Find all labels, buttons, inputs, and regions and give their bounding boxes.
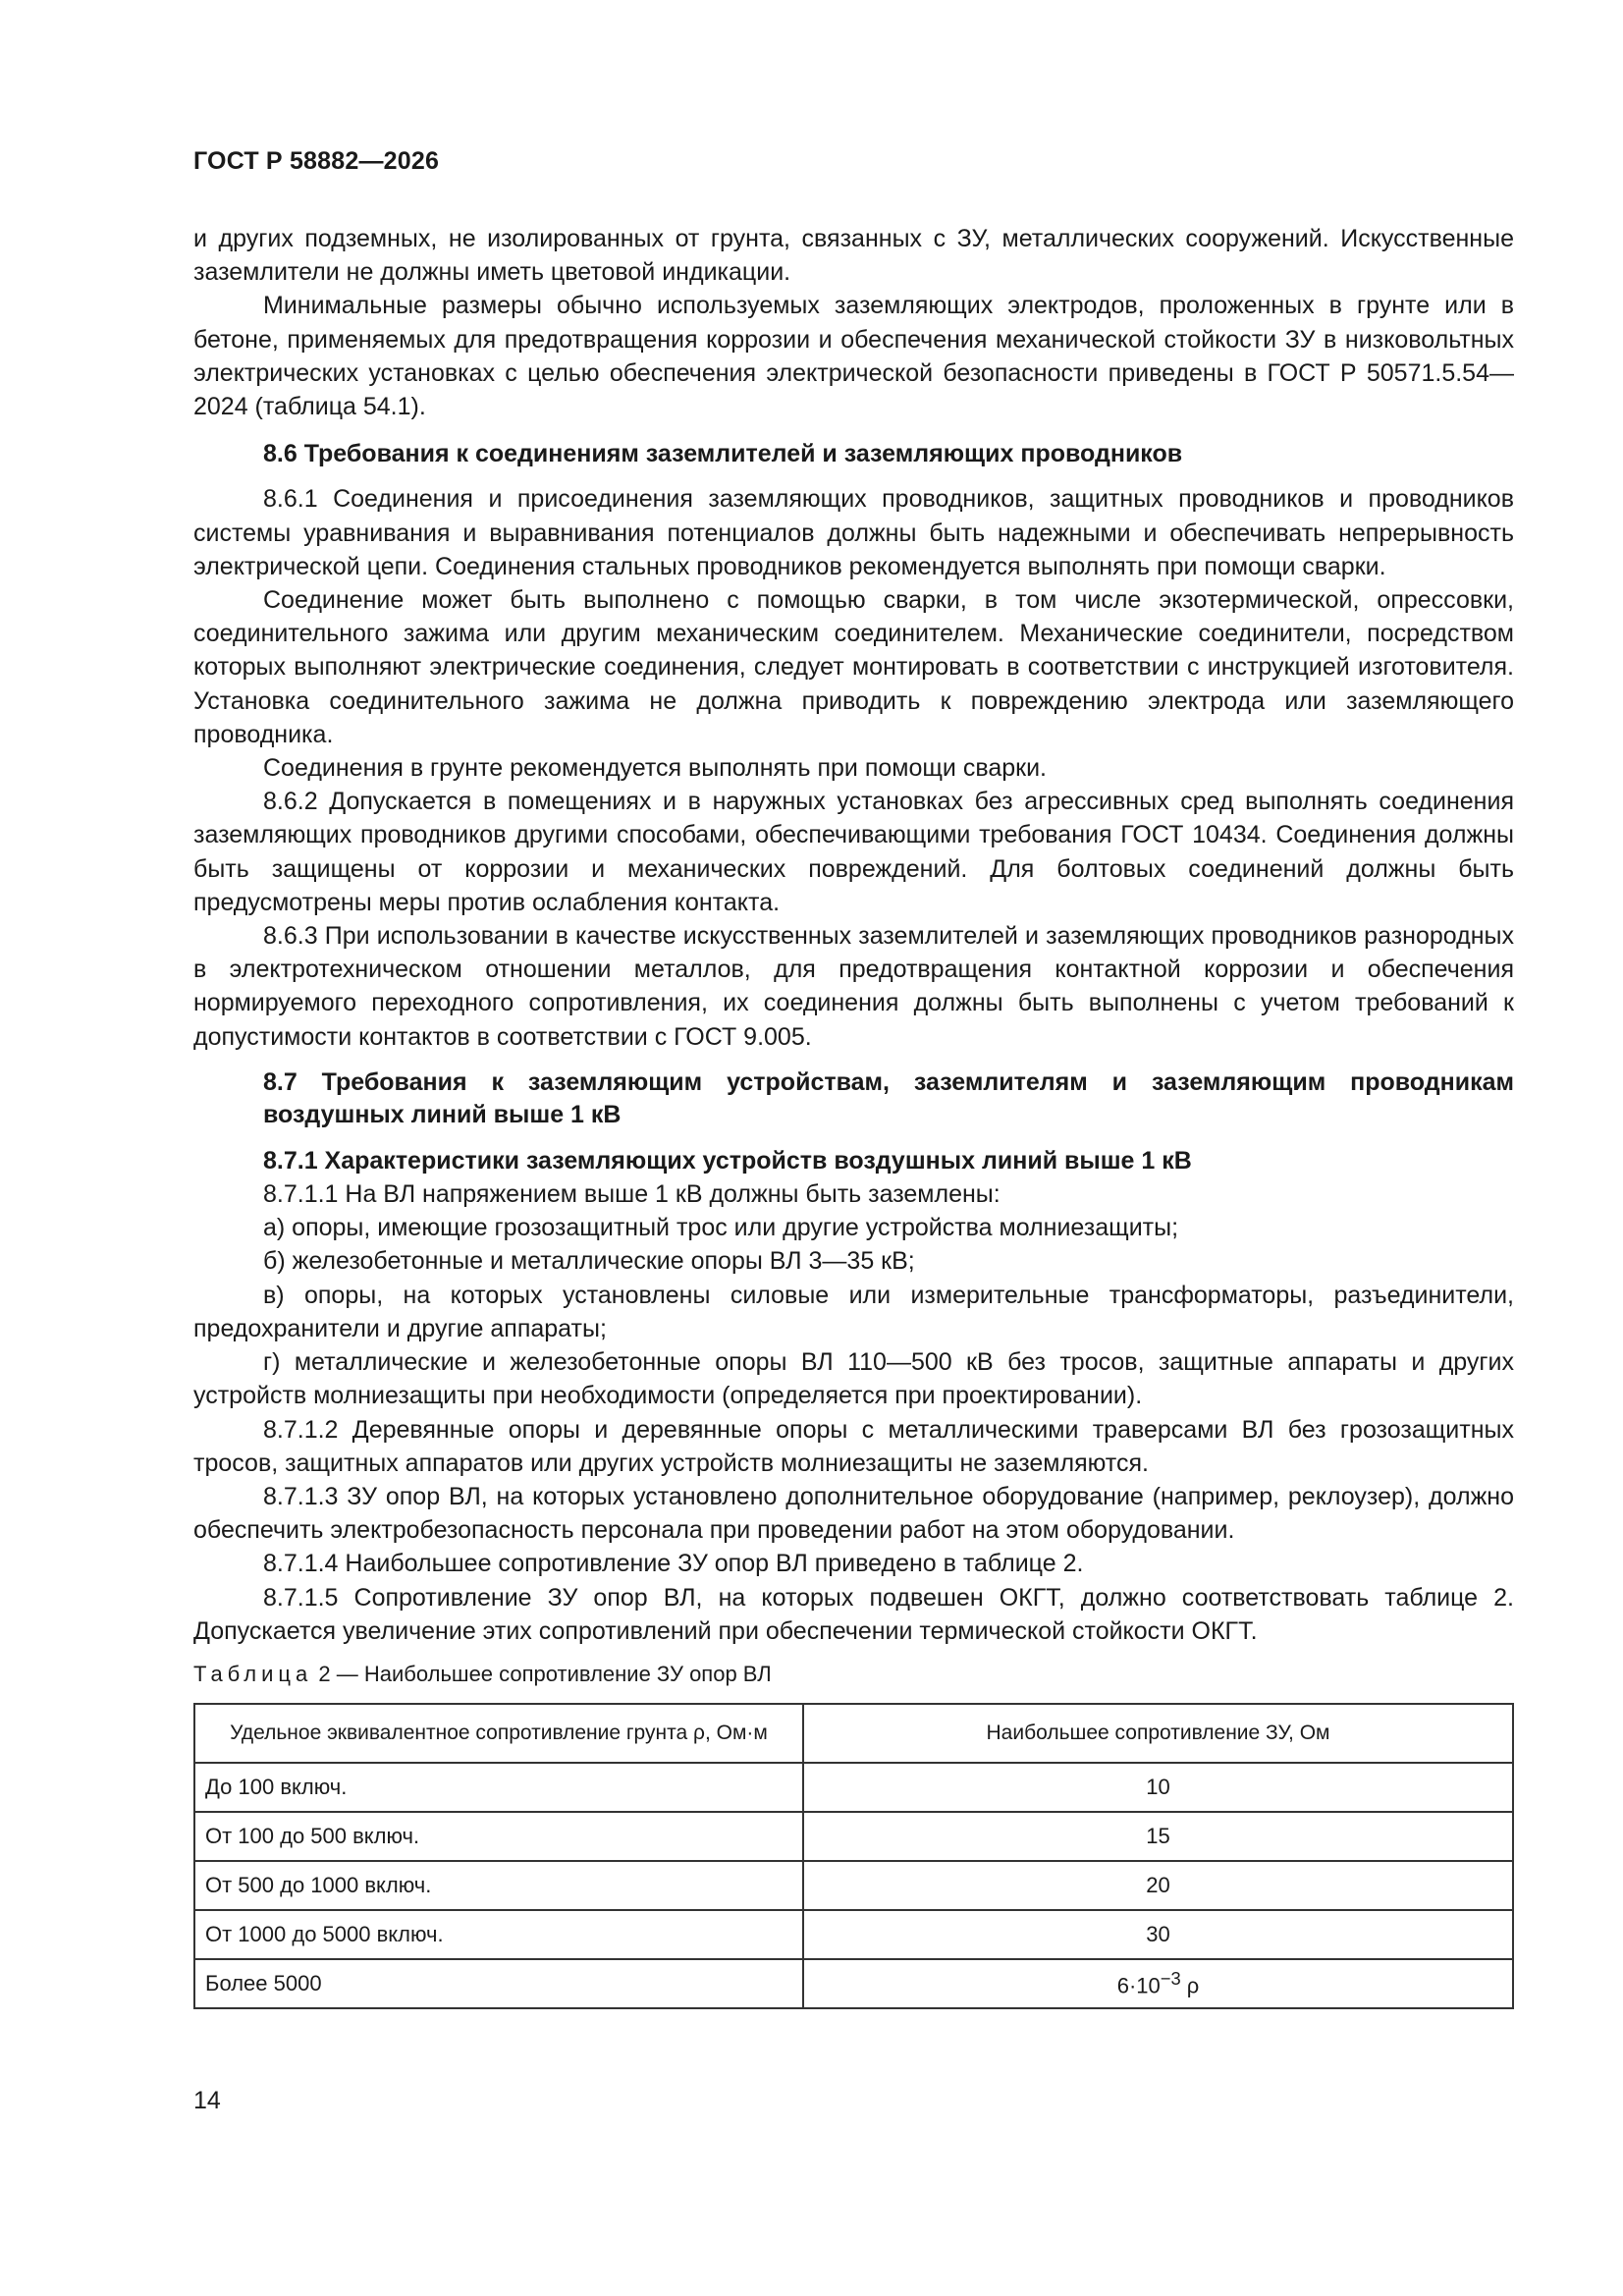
paragraph-8-7-1-5: 8.7.1.5 Сопротивление ЗУ опор ВЛ, на которых подвешен ОКГТ, должно соответствовать таблице 2. Допускается увеличение этих сопротивлений при обеспечении термической стойкости ОКГТ.: [193, 1583, 1514, 1645]
formula-base: 6·10: [1116, 1973, 1161, 1998]
paragraph-8-7-1-1: 8.7.1.1 На ВЛ напряжением выше 1 кВ должны быть заземлены:: [263, 1180, 1001, 1209]
table-row: [194, 1861, 1513, 1910]
table-cell-range: От 100 до 500 включ.: [194, 1812, 803, 1861]
table-cell-value-formula: [803, 1959, 1513, 2008]
table-cell-value: 30: [803, 1910, 1513, 1959]
formula-exponent: −3: [1160, 1968, 1181, 1990]
section-heading-8-7: 8.7 Требования к заземляющим устройствам, заземлителям и заземляющим проводникам воздушных линий выше 1 кВ: [263, 1067, 1514, 1128]
formula-rho: ρ: [1180, 1973, 1200, 1998]
table-cell-range: От 1000 до 5000 включ.: [194, 1910, 803, 1959]
list-item-b: б) железобетонные и металлические опоры ВЛ 3—35 кВ;: [263, 1247, 915, 1276]
table-row: [194, 1959, 1513, 2008]
table-row: [194, 1812, 1513, 1861]
table-cell-range: Более 5000: [194, 1959, 803, 2008]
list-item-v: в) опоры, на которых установлены силовые или измерительные трансформаторы, разъединители, предохранители и другие аппараты;: [193, 1281, 1514, 1342]
document-code-header: ГОСТ Р 58882—2026: [193, 147, 440, 175]
paragraph-8-6-3: 8.6.3 При использовании в качестве искусственных заземлителей и заземляющих проводников разнородных в электротехническом отношении металлов, для предотвращения контактной коррозии и обеспечения нормируемого переходного сопротивления, их соединения должны быть выполнены с учетом требований к допустимости контактов в соответствии с ГОСТ 9.005.: [193, 922, 1514, 1051]
table-caption-label: Таблица: [193, 1661, 313, 1686]
page-number: 14: [193, 2087, 221, 2114]
column-header-soil-resistivity: Удельное эквивалентное сопротивление грунта ρ, Ом·м: [194, 1704, 803, 1763]
table-cell-value: 10: [803, 1763, 1513, 1812]
paragraph-8-7-1-4: 8.7.1.4 Наибольшее сопротивление ЗУ опор ВЛ приведено в таблице 2.: [263, 1550, 1084, 1578]
table-cell-range: От 500 до 1000 включ.: [194, 1861, 803, 1910]
list-item-a: а) опоры, имеющие грозозащитный трос или другие устройства молниезащиты;: [263, 1214, 1179, 1242]
column-header-max-resistance: Наибольшее сопротивление ЗУ, Ом: [803, 1704, 1513, 1763]
table-caption-text: 2 — Наибольшее сопротивление ЗУ опор ВЛ: [318, 1661, 772, 1686]
table-cell-value: 20: [803, 1861, 1513, 1910]
paragraph-min-sizes: Минимальные размеры обычно используемых заземляющих электродов, проложенных в грунте или в бетоне, применяемых для предотвращения коррозии и обеспечения механической стойкости ЗУ в низковольтных электрических установках с целью обеспечения электрической безопасности приведены в ГОСТ Р 50571.5.54—2024 (таблица 54.1).: [193, 292, 1514, 421]
table-row: [194, 1763, 1513, 1812]
table-caption: [193, 1660, 1514, 1689]
paragraph-connection-methods: Соединение может быть выполнено с помощью сварки, в том числе экзотермической, опрессовки, соединительного зажима или другим механическим соединителем. Механические соединители, посредством которых выполняют электрические соединения, следует монтировать в соответствии с инструкцией изготовителя. Установка соединительного зажима не должна приводить к повреждению электрода или заземляющего проводника.: [193, 586, 1514, 748]
page-body: [193, 222, 1514, 2009]
table-header-row: [194, 1704, 1513, 1763]
paragraph-8-6-2: 8.6.2 Допускается в помещениях и в наружных установках без агрессивных сред выполнять соединения заземляющих проводников другими способами, обеспечивающими требования ГОСТ 10434. Соединения должны быть защищены от коррозии и механических повреждений. Для болтовых соединений должны быть предусмотрены меры против ослабления контакта.: [193, 788, 1514, 916]
table-cell-range: До 100 включ.: [194, 1763, 803, 1812]
subsection-heading-8-7-1: 8.7.1 Характеристики заземляющих устройств воздушных линий выше 1 кВ: [263, 1146, 1192, 1175]
paragraph-8-7-1-2: 8.7.1.2 Деревянные опоры и деревянные опоры с металлическими траверсами ВЛ без грозозащитных тросов, защитных аппаратов или других устройств молниезащиты не заземляются.: [193, 1415, 1514, 1477]
paragraph-ground-welding: Соединения в грунте рекомендуется выполнять при помощи сварки.: [263, 754, 1047, 783]
paragraph-8-6-1: 8.6.1 Соединения и присоединения заземляющих проводников, защитных проводников и проводников системы уравнивания и выравнивания потенциалов должны быть надежными и обеспечивать непрерывность электрической цепи. Соединения стальных проводников рекомендуется выполнять при помощи сварки.: [193, 485, 1514, 580]
paragraph-continuation: и других подземных, не изолированных от грунта, связанных с ЗУ, металлических сооружений. Искусственные заземлители не должны иметь цветовой индикации.: [193, 225, 1514, 287]
resistance-table: [193, 1703, 1514, 2009]
section-heading-8-6: 8.6 Требования к соединениям заземлителей и заземляющих проводников: [263, 440, 1183, 468]
list-item-g: г) металлические и железобетонные опоры ВЛ 110—500 кВ без тросов, защитные аппараты и других устройств молниезащиты при необходимости (определяется при проектировании).: [193, 1348, 1514, 1410]
paragraph-8-7-1-3: 8.7.1.3 ЗУ опор ВЛ, на которых установлено дополнительное оборудование (например, реклоузер), должно обеспечить электробезопасность персонала при проведении работ на этом оборудовании.: [193, 1482, 1514, 1545]
table-row: [194, 1910, 1513, 1959]
table-cell-value: 15: [803, 1812, 1513, 1861]
